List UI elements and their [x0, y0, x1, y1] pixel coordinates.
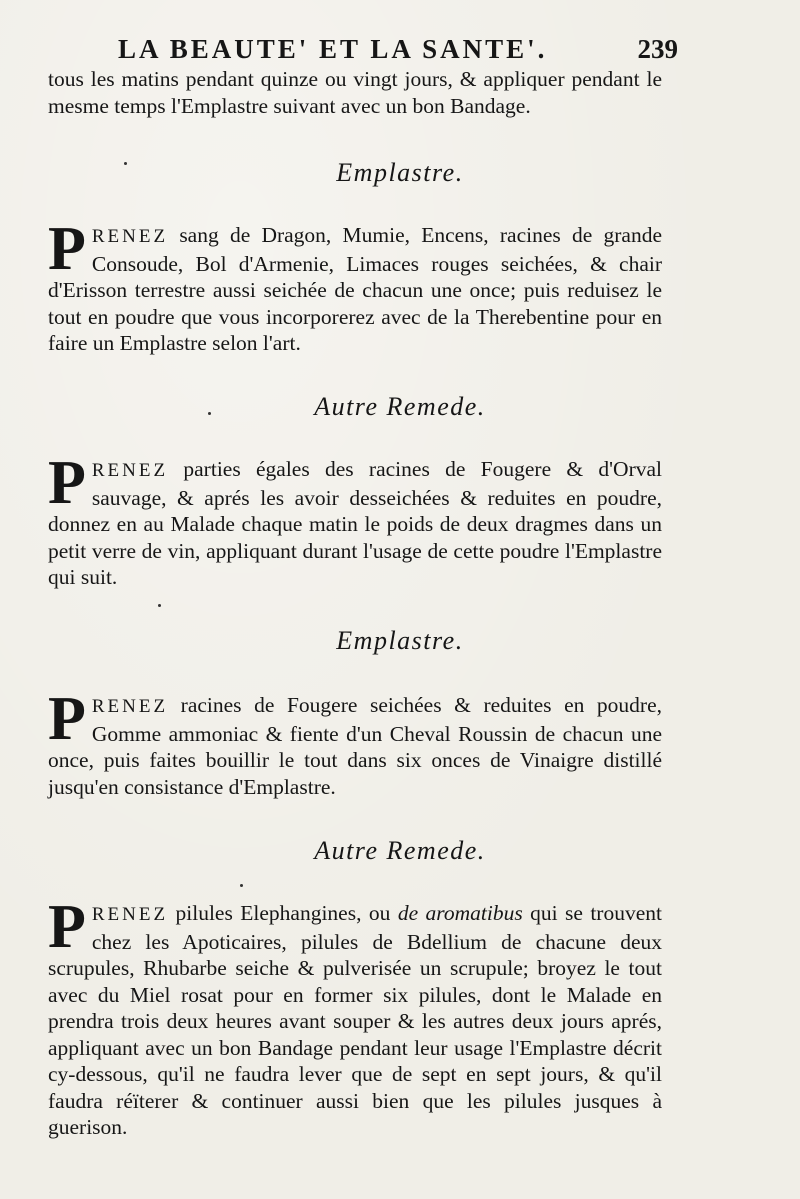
running-title: LA BEAUTE' ET LA SANTE'. [118, 34, 548, 64]
section-heading: Autre Remede. [314, 836, 486, 865]
drop-cap: P [48, 449, 86, 517]
recipe-paragraph [48, 449, 662, 591]
ink-speck [208, 412, 211, 415]
lead-word: RENEZ [91, 460, 169, 481]
recipe-paragraph [48, 215, 662, 357]
lead-word: RENEZ [91, 696, 169, 717]
paragraph-text: parties égales des racines de Fougere & d'Orval sauvage, & aprés les avoir desseichées & reduites en poudre, donnez en au Malade chaque matin le poids de deux dragmes dans un petit verre de vin, appliquant durant l'usage de cette poudre l'Emplastre qui suit. [48, 457, 662, 589]
paragraph-text: sang de Dragon, Mumie, Encens, racines de grande Consoude, Bol d'Armenie, Limaces rouges seichées, & chair d'Erisson terrestre aussi seichée de chacun une once; puis reduisez le tout en poudre que vous incorporerez avec de la Therebentine pour en faire un Emplastre selon l'art. [48, 223, 662, 355]
recipe-paragraph [48, 685, 662, 800]
lead-word: RENEZ [91, 226, 169, 247]
drop-cap: P [48, 893, 86, 961]
paragraph-text-after: qui se trouvent chez les Apoticaires, pilules de Bdellium de chacune deux scrupules, Rhubarbe seiche & pulverisée un scrupule; broyez le tout avec du Miel rosat pour en former six pilules, dont le Malade en prendra trois deux heures avant souper & les autres deux jours aprés, appliquant avec un bon Bandage pendant leur usage l'Emplastre décrit cy-dessous, qu'il ne faudra lever que de sept en sept jours, & qu'il faudra réïterer & continuer aussi bien que les pilules jusques à guerison. [48, 901, 662, 1139]
ink-speck [158, 604, 161, 607]
latin-phrase: de aromatibus [397, 901, 523, 925]
running-head [118, 34, 678, 68]
paragraph-text-before: pilules Elephangines, ou [175, 901, 391, 925]
recipe-paragraph [48, 893, 662, 1141]
drop-cap: P [48, 685, 86, 753]
section-heading: Autre Remede. [314, 392, 486, 421]
ink-speck [124, 162, 127, 165]
continuation-paragraph: tous les matins pendant quinze ou vingt jours, & appliquer pendant le mesme temps l'Emplastre suivant avec un bon Bandage. [48, 67, 662, 118]
section-heading: Emplastre. [336, 626, 464, 655]
section-heading: Emplastre. [336, 158, 464, 187]
drop-cap: P [48, 215, 86, 283]
lead-word: RENEZ [91, 904, 169, 925]
ink-speck [240, 884, 243, 887]
paragraph-text: racines de Fougere seichées & reduites en poudre, Gomme ammoniac & fiente d'un Cheval Roussin de chacun une once, puis faites bouillir le tout dans six onces de Vinaigre distillé jusqu'en consistance d'Emplastre. [48, 693, 662, 799]
page-number: 239 [637, 34, 678, 64]
